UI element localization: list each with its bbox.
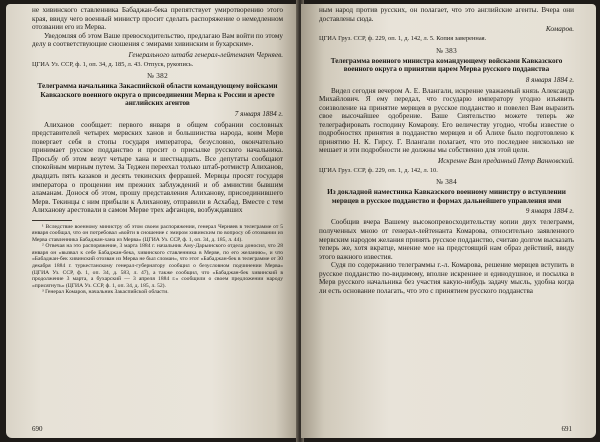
left-signature-role: Генерального штаба генерал-лейтенант Черняев. [128,50,283,59]
document-number-383: № 383 [436,46,457,55]
document-number-382: № 382 [147,72,168,81]
document-body-382: Алиханов сообщает: первого января в общем собрании сословных представителей четырех мервских ханов и большинства народа, коим Мерв повергает себя в стопы государя императора, безусловно, окончательно принимает русское подданство и просит о присылке русского начальника. Просьбу об этом везут четыре хана и шестнадцать. Все депутаты сообщают спокойным мирным путем. За Теджен переехал только штаб-ротмистр Алиханов, двадцать пять казаков и десять текинских феррашей. Мервцы просят государя императора о прощении им прежних заблуждений и об амнистии бывшим аламанам. Донося об этом, прошу представления Алиханову, присоединившего Мерв. Текинцы с ним прибыли к Алиханову, отправили в Асхабад. Вместе с тем Алиханову арестовали в самом Мерве трех афганцев, возбуждавших [32,120,283,215]
left-continuation-text: не хивинского ставленника Бабаджан-бека препятствует умиротворению этого края, ввиду чего военный министр просит сделать распоряжение о немедленном отозвании его из Мерва. [32,6,283,32]
document-title-382: Телеграмма начальника Закаспийской области командующему войсками Кавказского военного округа о присоединении Мерва к России и аресте английских агентов [37,82,278,108]
document-title-384: Из докладной наместника Кавказского военному министру о вступлении мервцев в русское подданство и формах дальнейшего управления ими [327,188,566,205]
right-signature-komarov: Комаров. [545,25,574,34]
document-body-384-para1: Сообщив вчера Вашему высокопревосходительству копии двух телеграмм, полученных мною от генерал-лейтенанта Комарова, относительно заявленного мервским народом желания принять русское подданство, считаю долгом высказать теперь же, хотя вкратце, мнение мое на предстоящий нам образ действий, ввиду этого важного известия. [319,218,574,261]
right-signature-vannovsky: Искренне Вам преданный Петр Ванновский. [438,156,574,165]
document-date-382: 7 января 1884 г. [234,109,283,118]
document-title-383: Телеграмма военного министра командующему войсками Кавказского военного округа о принятии царем Мерва русского подданства [330,56,563,74]
footnote-2: ² Отвечая на это распоряжение, 3 марта 1884 г. начальник Аму-Дарьинского отдела доносил, что 28 января он «вызвал к себе Бабаджан-бека, хивинского ставленника в Мерве, по его желанию», и что «Бабаджан-бек хивинский отозван из Мерва не был сломан», что этот «Бабаджан-бек в телеграмме от 30 декабря 1884 г. туркестанскому генерал-губернатору сообщил о безусловном подчинении Мерва» (ЦГИА Уз. ССР, ф. 1, оп. 34, д. 583, л. 47), а также сообщил, что «Бабаджан-бек хивинский в продолжение 3 марта, а бухарский — 3 апреля 1884 г.» сообщили о своем предложении народу «присягнуть» (ЦГИА Уз. ССР, ф. 1, оп. 34, д. 185, л. 52). [32,243,283,289]
document-date-384: 9 января 1884 г. [525,207,574,216]
right-source-note-a: ЦГИА Груз. ССР, ф. 229, оп. 1, д. 142, л. 5. Копия заверенная. [319,35,487,43]
right-page-number: 691 [561,425,572,433]
left-page [6,4,299,438]
document-number-384: № 384 [436,178,457,187]
document-body-383: Видел сегодня вечером А. Е. Влангали, искренне уважаемый князь Александр Михайлович. Я ему передал, что государю императору угодно изъявить соизволение на принятие мервцев в русское подданство и повелел Вам выразить свое высочайшее одобрение. Ваше Сиятельство можете теперь же телеграфировать господину Комарову. Его величеству угодно, чтобы известие о подробностях принятия в подданство мервцев и об Алихе было подготовлено к принятию Н. К. Гирсу. Г. Влангали полагает, что это последнее нисколько не мешает и эти подробности не должны мы собственно для этой цели. [319,86,574,155]
left-source-note: ЦГИА Уз. ССР, ф. 1, оп. 34, д. 185, л. 43. Отпуск, рукопись. [32,60,194,68]
right-source-note-b: ЦГИА Груз. ССР, ф. 229, оп. 1, д. 142, л. 10. [319,166,438,174]
left-paragraph: Уведомляя об этом Ваше превосходительство, предлагаю Вам войти по этому делу в соответствующие сношения с эмирами хивинским и бухарским». [32,31,283,49]
footnote-3: ³ Генерал Комаров, начальник Закаспийской области. [42,289,169,296]
left-page-number: 690 [32,425,43,433]
footnote-1: ¹ Вследствие военному министру об этом своем распоряжении, генерал Черняев в телеграмме от 5 января сообщал, что он потребовал «войти в сношение с эмиром хивинским по вопросу об отозвании из Мерва ставленника Бабаджан-хана из Мерва» (ЦГИА Уз. ССР, ф. 1, оп. 34, д. 185, л. 44). [32,223,283,243]
footnote-divider [32,220,72,221]
right-continuation-text: ным народ против русских, он полагает, что это английские агенты. Вчера они доставлены сюда. [319,6,574,23]
document-date-383: 8 января 1884 г. [525,75,574,84]
document-body-384-para2: Судя по содержанию телеграммы г.-л. Комарова, решение мервцев вступить в русское подданство по-видимому, вполне искреннее и единодушное, и посылка в Мерв русского начальника без участия какую-нибудь задачу мысль, удобна когда ли есть основание полагать, что это с принятием русского подданства [319,261,574,295]
right-page [301,4,596,438]
